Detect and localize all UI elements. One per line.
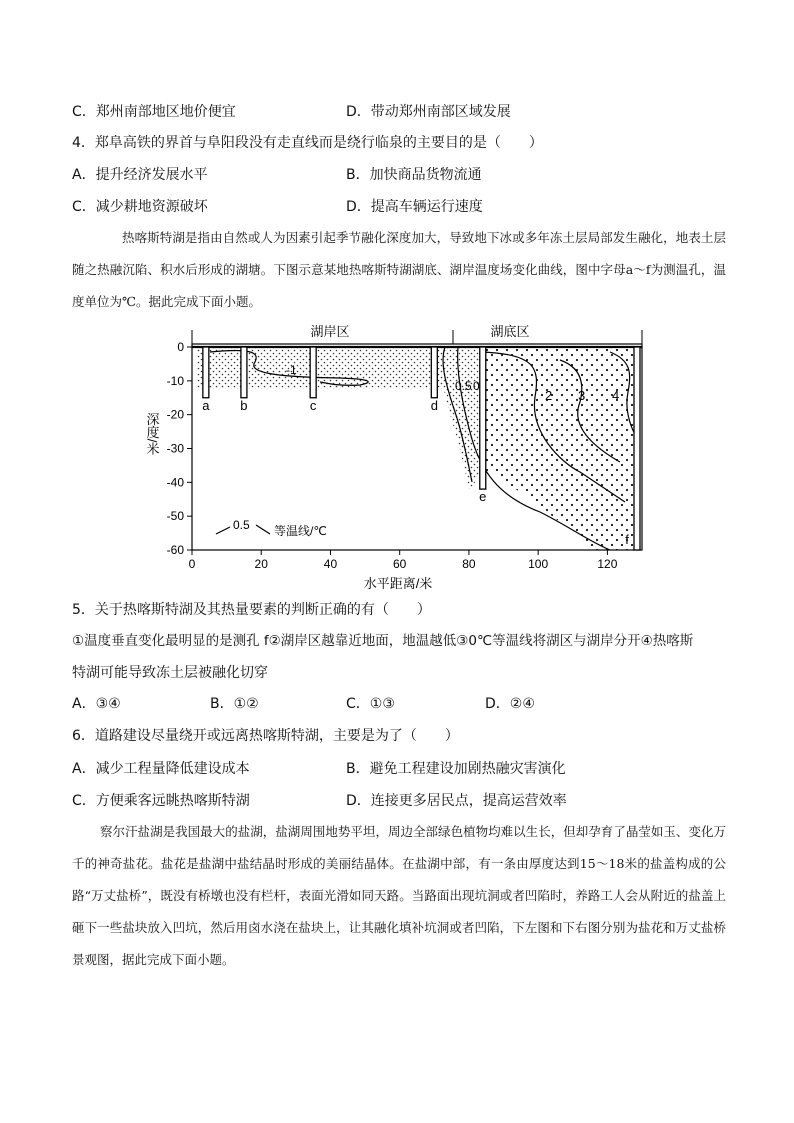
borehole-label: b: [240, 397, 248, 413]
region-label-lake: 湖底区: [490, 324, 530, 339]
borehole-f: [634, 347, 640, 550]
legend-line: [216, 527, 230, 534]
isotherm-label: 0.5: [455, 379, 472, 393]
passage-qarhan-salt-lake: 察尔汗盐湖是我国最大的盐湖，盐湖周围地势平坦，周边全部绿色植物均难以生长，但却孕育了晶莹如玉、变化万千的神奇盐花。盐花是盐湖中盐结晶时形成的美丽结晶体。在盐湖中部，有一条由厚度达到15～18米的盐盖构成的公路“万丈盐桥”，既没有桥墩也没有栏杆，表面光滑如同天路。当路面出现坑洞或者凹陷时，养路工人会从附近的盐盖上砸下一些盐块放入凹坑，然后用卤水浇在盐块上，让其融化填补坑洞或者凹陷，下左图和下右图分别为盐花和万丈盐桥景观图，据此完成下面小题。: [72, 824, 726, 967]
q4-option-c: C．减少耕地资源破坏: [72, 199, 208, 215]
x-tick-label: 0: [188, 557, 196, 571]
q6-option-a: A．减少工程量降低建设成本: [72, 761, 250, 777]
q4-stem: 4．郑阜高铁的界首与阜阳段没有走直线而是绕行临泉的主要目的是（ ）: [72, 135, 543, 151]
q5-option-a: A．③④: [72, 696, 121, 712]
x-tick-label: 40: [323, 557, 338, 571]
borehole-d: [431, 347, 437, 398]
q6-option-b: B．避免工程建设加剧热融灾害演化: [346, 761, 566, 777]
x-tick-label: 20: [254, 557, 268, 571]
legend-text: 等温线/℃: [274, 524, 327, 538]
thermokarst-temperature-figure: [140, 322, 660, 592]
lake-bottom-thawed-zone: [480, 347, 640, 550]
isotherm-label: 0: [473, 379, 480, 393]
borehole-label: d: [430, 397, 438, 413]
q4-option-d: D．提高车辆运行速度: [346, 199, 483, 215]
borehole-label: c: [309, 397, 317, 413]
q5-option-d: D．②④: [485, 696, 535, 712]
isotherm-label: 4: [612, 388, 620, 403]
y-tick-label: -60: [166, 543, 184, 557]
q5-option-b: B．①②: [210, 696, 259, 712]
q5-stem: 5．关于热喀斯特湖及其热量要素的判断正确的有（ ）: [72, 602, 431, 618]
borehole-b: [241, 347, 247, 398]
x-tick-label: 80: [462, 557, 476, 571]
y-tick-label: -30: [166, 441, 184, 456]
y-tick-label: -40: [166, 475, 184, 490]
region-label-shore: 湖岸区: [310, 324, 350, 339]
q5-statements-line2: 特湖可能导致冻土层被融化切穿: [72, 665, 268, 681]
legend-line: [256, 525, 270, 534]
legend-value: 0.5: [233, 518, 250, 532]
passage-thermokarst: 热喀斯特湖是指由自然或人为因素引起季节融化深度加大，导致地下冰或多年冻土层局部发生融化，地表土层随之热融沉陷、积水后形成的湖塘。下图示意某地热喀斯特湖湖底、湖岸温度场变化曲线，图中字母a～f为测温孔，温度单位为℃。据此完成下面小题。: [72, 230, 726, 309]
x-tick-label: 60: [393, 557, 407, 571]
isotherm-label: 2: [545, 388, 553, 403]
x-axis-title: 水平距离/米: [363, 576, 433, 591]
y-tick-label: -50: [166, 509, 184, 524]
x-tick-label: 100: [528, 557, 549, 571]
q6-option-d: D．连接更多居民点，提高运营效率: [346, 793, 567, 809]
isotherm-label: -1: [286, 363, 297, 377]
q3-option-d: D．带动郑州南部区域发展: [346, 104, 511, 120]
q4-option-b: B．加快商品货物流通: [346, 167, 482, 183]
transition-zone: [440, 347, 480, 492]
y-tick-label: 0: [177, 340, 184, 354]
y-tick-label: -20: [166, 407, 184, 422]
q4-option-a: A．提升经济发展水平: [72, 167, 208, 183]
y-axis-title: [145, 413, 160, 456]
q5-statements-line1: ①温度垂直变化最明显的是测孔 f②湖岸区越靠近地面，地温越低③0℃等温线将湖区与湖岸分开④热喀斯: [72, 633, 694, 649]
q5-option-c: C．①③: [346, 696, 395, 712]
q6-stem: 6．道路建设尽量绕开或远离热喀斯特湖，主要是为了（ ）: [72, 728, 459, 744]
borehole-a: [203, 347, 209, 398]
borehole-label: f: [625, 532, 629, 547]
borehole-label: a: [202, 397, 210, 413]
borehole-c: [310, 347, 316, 398]
q3-option-c: C．郑州南部地区地价便宜: [72, 104, 236, 120]
isotherm-label: 3: [578, 388, 586, 403]
borehole-e: [480, 347, 486, 489]
q6-option-c: C．方便乘客远眺热喀斯特湖: [72, 793, 250, 809]
y-axis-title-text: 深度/米: [144, 412, 160, 456]
x-tick-label: 120: [597, 557, 618, 571]
y-tick-label: -10: [166, 373, 184, 388]
borehole-label: e: [479, 489, 487, 505]
